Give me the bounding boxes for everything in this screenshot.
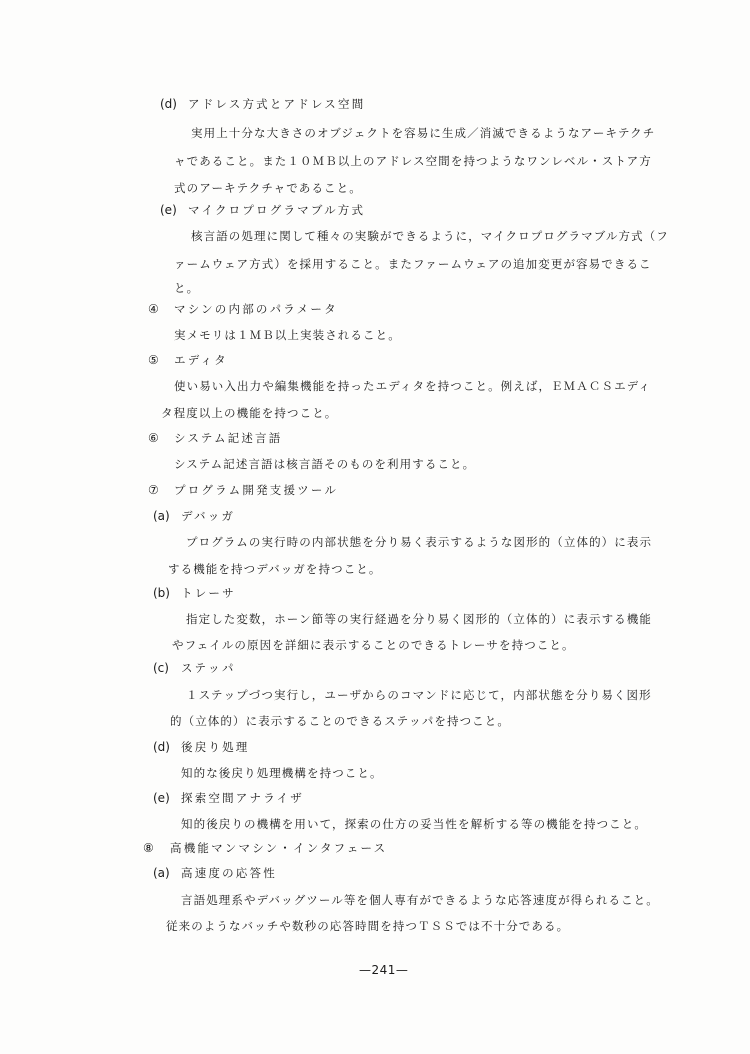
item-marker: (d) xyxy=(160,97,177,111)
body-line: 実用上十分な大きさのオブジェクトを容易に生成／消滅できるようなアーキテクチ xyxy=(191,126,656,140)
section-heading: 後戻り処理 xyxy=(181,740,250,754)
section-number: ⑧ xyxy=(143,841,154,855)
section-heading: システム記述言語 xyxy=(174,431,283,445)
section-heading: デバッガ xyxy=(181,509,236,523)
body-line: 的（立体的）に表示することのできるステッパを持つこと。 xyxy=(170,714,510,728)
item-marker: (e) xyxy=(160,203,177,217)
item-marker: (b) xyxy=(153,586,170,600)
section-heading: トレーサ xyxy=(181,586,236,600)
section-number: ④ xyxy=(148,302,159,316)
body-line: システム記述言語は核言語そのものを利用すること。 xyxy=(174,457,476,471)
body-line: 実メモリは１ＭＢ以上実装されること。 xyxy=(174,328,401,342)
section-heading: マシンの内部のパラメータ xyxy=(174,302,338,316)
section-heading: 探索空間アナライザ xyxy=(181,791,304,805)
section-number: ⑥ xyxy=(148,431,159,445)
body-line: 従来のようなバッチや数秒の応答時間を持つＴＳＳでは不十分である。 xyxy=(166,919,570,933)
item-marker: (a) xyxy=(153,866,170,880)
section-heading: 高機能マンマシン・インタフェース xyxy=(170,841,388,855)
body-line: と。 xyxy=(174,281,200,295)
body-line: 知的後戻りの機構を用いて，探索の仕方の妥当性を解析する等の機能を持つこと。 xyxy=(181,817,647,831)
body-line: やフェイルの原因を詳細に表示することのできるトレーサを持つこと。 xyxy=(172,638,575,652)
body-line: １ステップづつ実行し，ユーザからのコマンドに応じて，内部状態を分り易く図形 xyxy=(186,688,652,702)
body-line: タ程度以上の機能を持つこと。 xyxy=(161,406,338,420)
section-number: ⑤ xyxy=(148,353,159,367)
page-number: —241— xyxy=(359,963,409,977)
section-heading: アドレス方式とアドレス空間 xyxy=(188,97,366,111)
body-line: 使い易い入出力や編集機能を持ったエディタを持つこと。例えば，ＥＭＡＣＳエディ xyxy=(174,379,651,393)
body-line: ャであること。また１０ＭＢ以上のアドレス空間を持つようなワンレベル・ストア方 xyxy=(174,154,652,168)
body-line: 式のアーキテクチャであること。 xyxy=(174,181,362,195)
section-heading: マイクロプログラマブル方式 xyxy=(188,203,366,217)
body-line: 核言語の処理に関して種々の実験ができるように，マイクロプログラマブル方式（フ xyxy=(191,229,669,243)
item-marker: (d) xyxy=(153,740,170,754)
section-heading: ステッパ xyxy=(181,661,236,675)
body-line: プログラムの実行時の内部状態を分り易く表示するような図形的（立体的）に表示 xyxy=(186,535,653,549)
section-number: ⑦ xyxy=(148,483,159,497)
body-line: する機能を持つデバッガを持つこと。 xyxy=(168,562,382,576)
section-heading: プログラム開発支援ツール xyxy=(174,483,339,497)
body-line: ァームウェア方式）を採用すること。またファームウェアの追加変更が容易できるこ xyxy=(174,257,652,271)
item-marker: (c) xyxy=(153,661,169,675)
body-line: 指定した変数，ホーン節等の実行経過を分り易く図形的（立体的）に表示する機能 xyxy=(186,612,652,626)
section-heading: 高速度の応答性 xyxy=(181,866,277,880)
item-marker: (a) xyxy=(153,509,170,523)
section-heading: エディタ xyxy=(174,353,228,367)
body-line: 言語処理系やデバッグツール等を個人専有ができるような応答速度が得られること。 xyxy=(181,893,659,907)
body-line: 知的な後戻り処理機構を持つこと。 xyxy=(181,766,383,780)
item-marker: (e) xyxy=(153,791,170,805)
